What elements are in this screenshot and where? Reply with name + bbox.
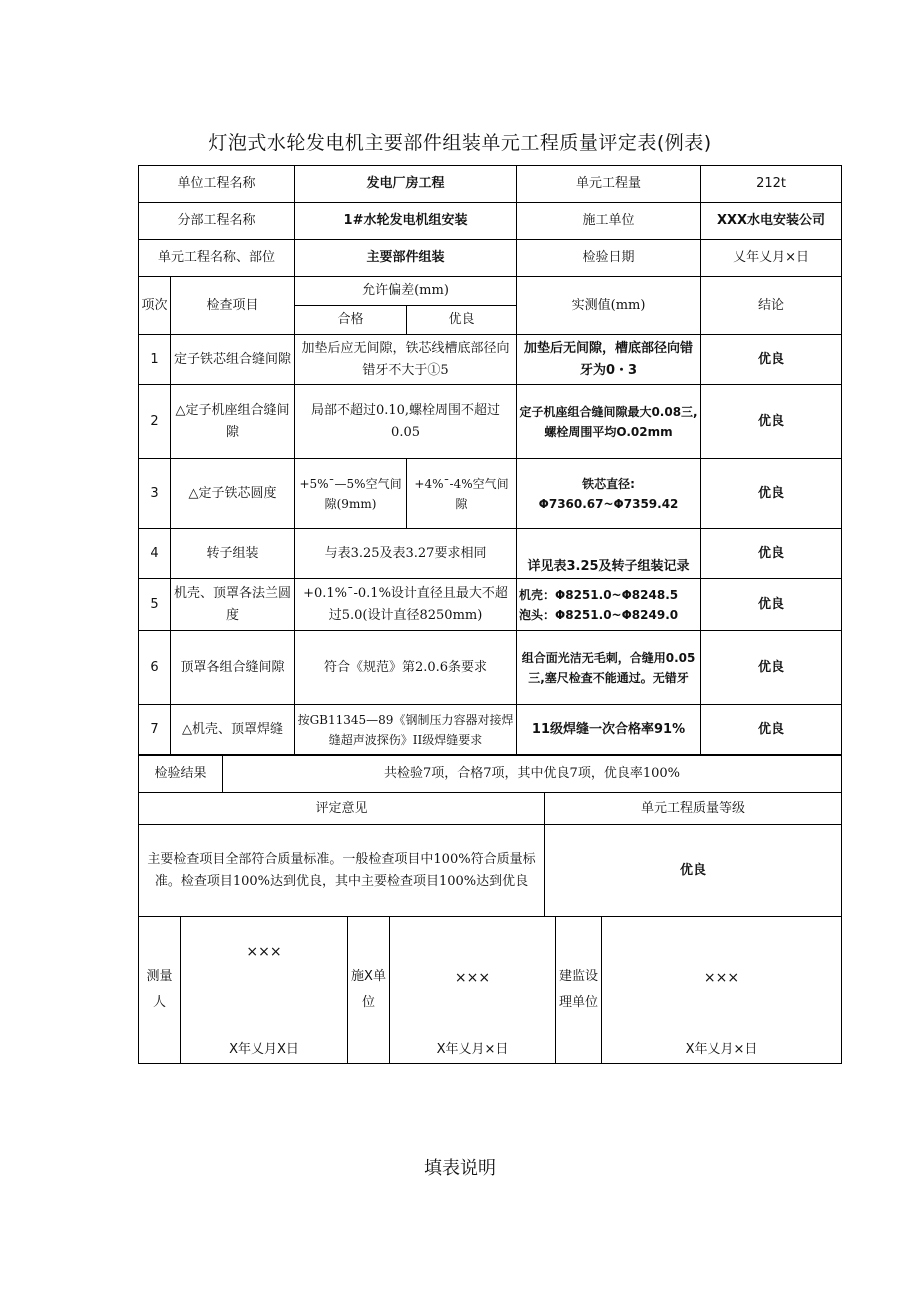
row-measured	[517, 459, 701, 529]
supervision-label: 建监设理单位	[556, 917, 602, 1064]
construction-label: 施X单位	[348, 917, 390, 1064]
col-item: 检查项目	[171, 277, 295, 335]
construction-signature	[390, 917, 556, 1064]
col-conclusion: 结论	[701, 277, 842, 335]
element-quantity-label: 单元工程量	[517, 166, 701, 203]
surveyor-mark: ×××	[246, 944, 282, 960]
construction-unit-label: 施工单位	[517, 203, 701, 240]
col-measured: 实测值(mm)	[517, 277, 701, 335]
inspection-date-label: 检验日期	[517, 240, 701, 277]
table-row	[139, 385, 842, 459]
col-no: 项次	[139, 277, 171, 335]
inspection-table	[138, 165, 842, 755]
row-conclusion: 优良	[701, 459, 842, 529]
row-measured: 11级焊缝一次合格率91%	[517, 705, 701, 755]
grade-value: 优良	[545, 825, 842, 917]
row-measured	[517, 579, 701, 631]
surveyor-date: X年乂月X日	[229, 1042, 299, 1057]
opinion-label: 评定意见	[139, 793, 545, 825]
row-conclusion: 优良	[701, 705, 842, 755]
table-row	[139, 705, 842, 755]
row-measured: 加垫后无间隙，槽底部径向错牙为0・3	[517, 335, 701, 385]
col-excellent: 优良	[407, 306, 517, 335]
sub-project-value: 1#水轮发电机组安装	[295, 203, 517, 240]
row-tolerance: 加垫后应无间隙，铁芯线槽底部径向错牙不大于①5	[295, 335, 517, 385]
row-measured-line-2: 泡头：Φ8251.0~Φ8249.0	[519, 607, 679, 622]
row-no: 6	[139, 631, 171, 705]
instructions-heading: 填表说明	[424, 1158, 496, 1179]
col-qualified: 合格	[295, 306, 407, 335]
construction-unit-value: XXX水电安装公司	[701, 203, 842, 240]
row-tolerance: 局部不超过0.10,螺栓周围不超过0.05	[295, 385, 517, 459]
element-name-value: 主要部件组装	[295, 240, 517, 277]
element-quantity-value: 212t	[701, 166, 842, 203]
supervision-mark: ×××	[703, 970, 740, 986]
row-qualified: +5%ˉ—5%空气间隙(9mm)	[295, 459, 407, 529]
grade-label: 单元工程质量等级	[545, 793, 842, 825]
table-row	[139, 459, 842, 529]
row-item: △定子铁芯圆度	[171, 459, 295, 529]
row-conclusion: 优良	[701, 529, 842, 579]
inspection-date-value: 乂年乂月×日	[701, 240, 842, 277]
result-value: 共检验7项，合格7项，其中优良7项，优良率100%	[223, 756, 842, 793]
row-measured-line-1: 机壳：Φ8251.0~Φ8248.5	[519, 587, 679, 602]
opinion-text: 主要检查项目全部符合质量标准。一般检查项目中100%符合质量标准。检查项目100%达到优良，其中主要检查项目100%达到优良	[139, 825, 545, 917]
row-no: 3	[139, 459, 171, 529]
row-measured: 组合面光洁无毛刺，合缝用0.05三,塞尺检查不能通过。无错牙	[517, 631, 701, 705]
unit-project-label: 单位工程名称	[139, 166, 295, 203]
row-item: 顶罩各组合缝间隙	[171, 631, 295, 705]
element-name-label: 单元工程名称、部位	[139, 240, 295, 277]
construction-mark: ×××	[454, 970, 491, 986]
table-row	[139, 631, 842, 705]
row-conclusion: 优良	[701, 385, 842, 459]
surveyor-signature	[181, 917, 348, 1064]
row-item: 转子组装	[171, 529, 295, 579]
surveyor-label: 测量人	[139, 917, 181, 1064]
row-no: 5	[139, 579, 171, 631]
table-row	[139, 529, 842, 579]
col-tolerance: 允许偏差(mm)	[295, 277, 517, 306]
row-tolerance: 符合《规范》第2.0.6条要求	[295, 631, 517, 705]
construction-date: X年乂月×日	[436, 1042, 509, 1057]
row-tolerance: +0.1%ˉ-0.1%设计直径且最大不超过5.0(设计直径8250mm)	[295, 579, 517, 631]
row-item: △机壳、顶罩焊缝	[171, 705, 295, 755]
row-no: 7	[139, 705, 171, 755]
row-excellent: +4%ˉ-4%空气间隙	[407, 459, 517, 529]
result-label: 检验结果	[139, 756, 223, 793]
supervision-signature	[602, 917, 842, 1064]
inspection-result-table	[138, 755, 842, 793]
row-measured: 定子机座组合缝间隙最大0.08三,螺栓周围平均O.02mm	[517, 385, 701, 459]
row-conclusion: 优良	[701, 631, 842, 705]
row-measured-line-2: Φ7360.67~Φ7359.42	[538, 496, 679, 511]
row-no: 4	[139, 529, 171, 579]
row-no: 1	[139, 335, 171, 385]
row-item: △定子机座组合缝间隙	[171, 385, 295, 459]
column-header-row	[139, 277, 842, 306]
table-row	[139, 579, 842, 631]
row-tolerance: 与表3.25及表3.27要求相同	[295, 529, 517, 579]
row-conclusion: 优良	[701, 579, 842, 631]
row-conclusion: 优良	[701, 335, 842, 385]
assessment-table	[138, 792, 842, 917]
row-item: 定子铁芯组合缝间隙	[171, 335, 295, 385]
header-row-1	[139, 166, 842, 203]
page-title: 灯泡式水轮发电机主要部件组装单元工程质量评定表(例表)	[208, 132, 712, 154]
row-no: 2	[139, 385, 171, 459]
row-tolerance: 按GB11345—89《钢制压力容器对接焊缝超声波探伤》II级焊缝要求	[295, 705, 517, 755]
header-row-2	[139, 203, 842, 240]
signature-table	[138, 916, 842, 1064]
row-measured: 详见表3.25及转子组装记录	[517, 529, 701, 579]
table-row	[139, 335, 842, 385]
row-measured-line-1: 铁芯直径:	[582, 476, 635, 491]
supervision-date: X年乂月×日	[685, 1042, 758, 1057]
header-row-3	[139, 240, 842, 277]
sub-project-label: 分部工程名称	[139, 203, 295, 240]
row-item: 机壳、顶罩各法兰圆度	[171, 579, 295, 631]
unit-project-value: 发电厂房工程	[295, 166, 517, 203]
